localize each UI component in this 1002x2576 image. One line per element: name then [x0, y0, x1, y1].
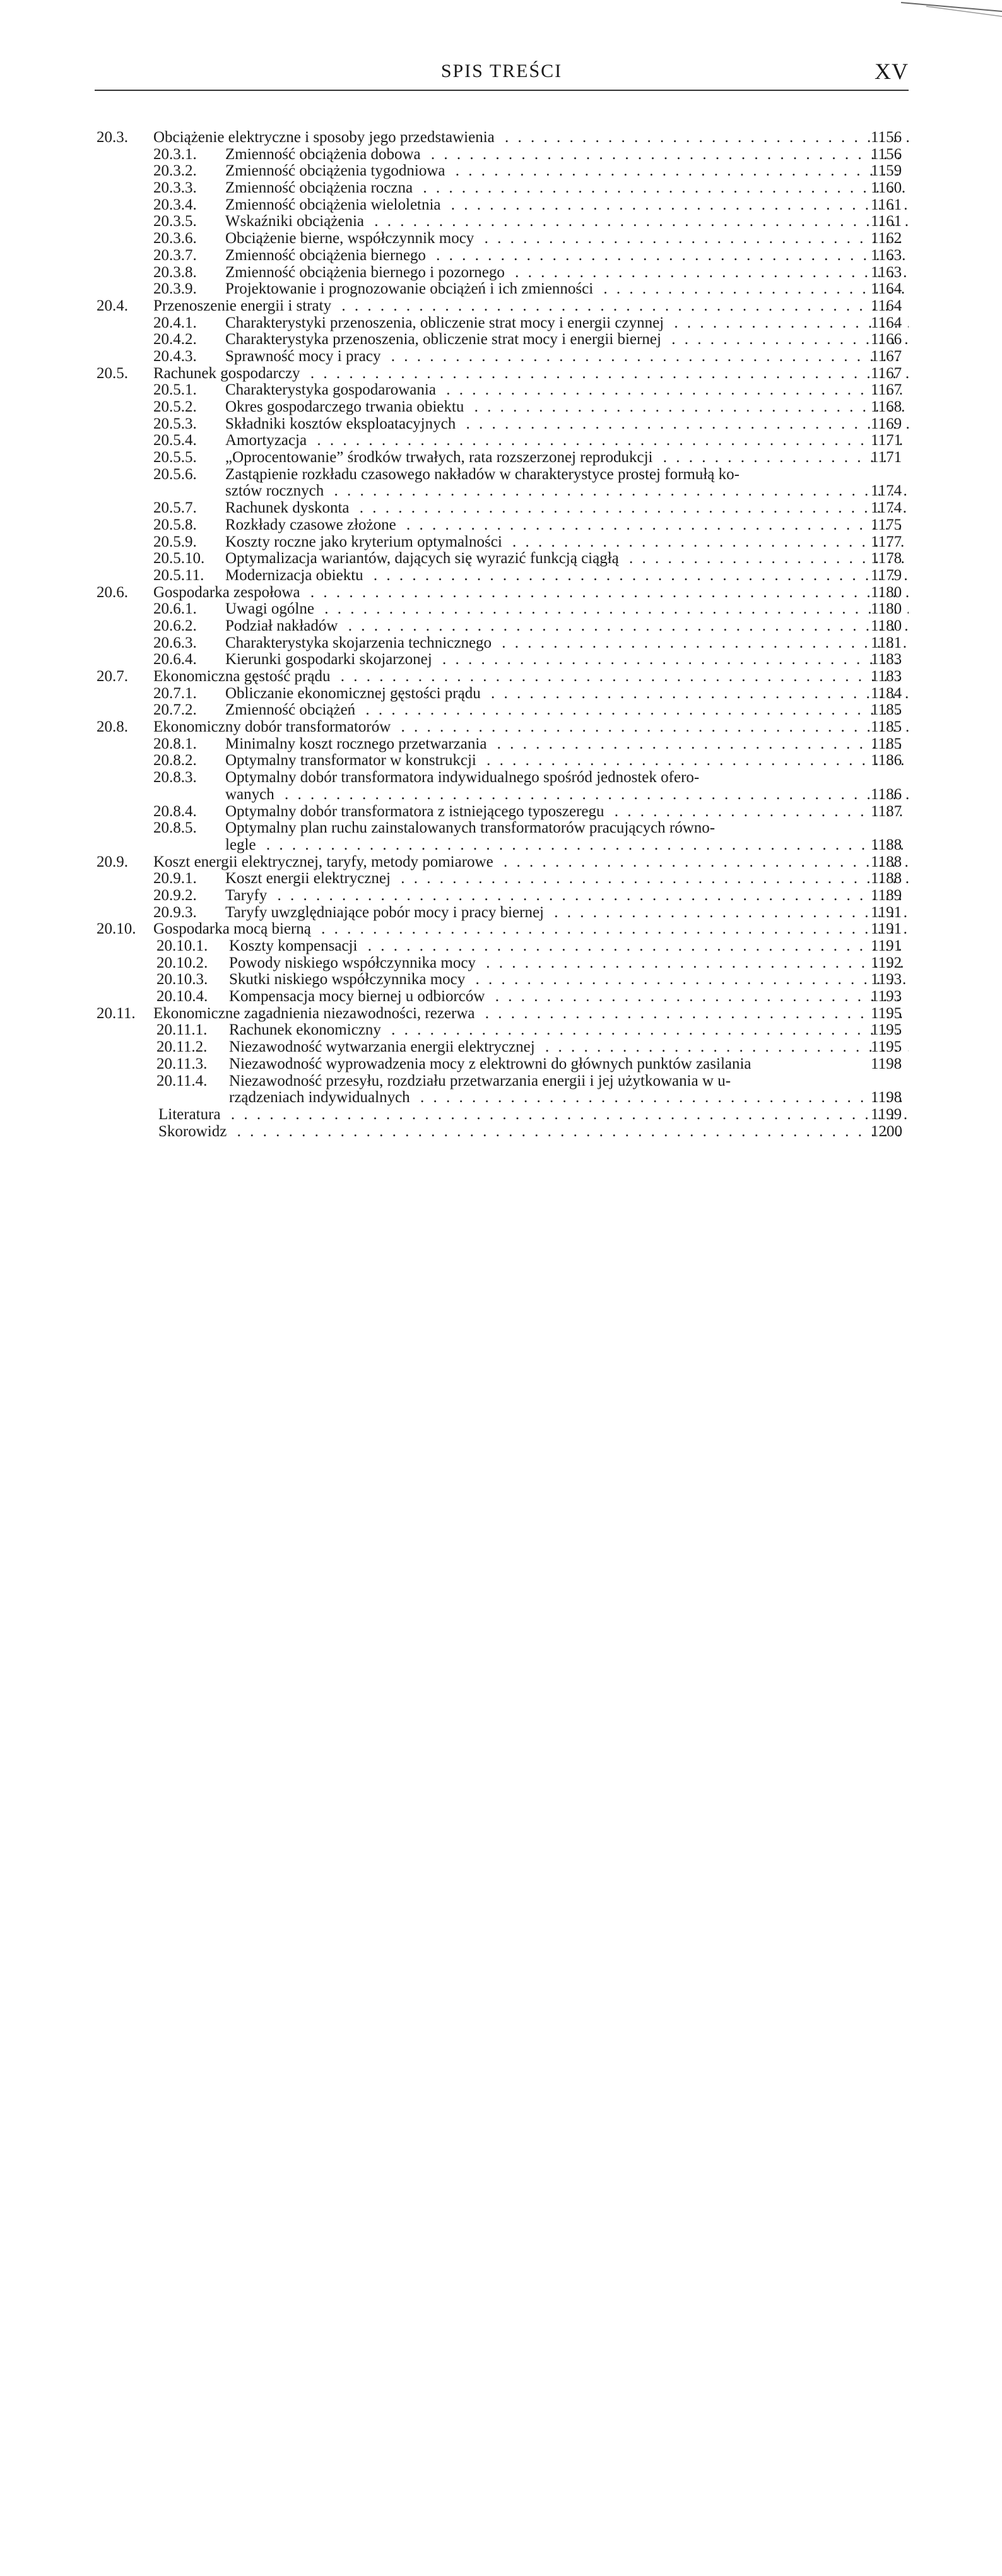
toc-entry-title-text: Literatura [158, 1107, 225, 1123]
toc-entry-title [225, 820, 909, 837]
toc-entry-page: 1185 [871, 735, 902, 752]
toc-entry-number: 20.5.7. [153, 499, 197, 517]
toc-entry-number: 20.5.6. [153, 465, 197, 483]
toc-entry-title [153, 854, 909, 871]
toc-entry-title-text: Optymalny plan ruchu zainstalowanych transformatorów pracujących równo- [225, 820, 719, 836]
toc-entry-number: 20.7.1. [153, 684, 197, 702]
toc-entry-title [225, 449, 909, 466]
toc-entry [0, 686, 1002, 703]
toc-entry [0, 955, 1002, 972]
toc-entry-number: 20.5.5. [153, 449, 197, 466]
toc-entry-title [225, 786, 909, 804]
toc-entry-title [225, 905, 909, 922]
toc-entry [0, 786, 1002, 804]
table-of-contents [0, 129, 1002, 1140]
toc-entry-page: 1167 [871, 364, 902, 382]
toc-entry-number: 20.6.1. [153, 600, 197, 618]
toc-entry-title-text: Charakterystyka gospodarowania [225, 382, 440, 398]
toc-entry [0, 1056, 1002, 1073]
toc-entry-number: 20.4.1. [153, 314, 197, 331]
toc-entry-number: 20.3. [97, 129, 128, 146]
toc-entry [0, 752, 1002, 769]
toc-entry-title [153, 668, 909, 686]
toc-entry [0, 1124, 1002, 1141]
toc-entry-page: 1185 [871, 718, 902, 736]
toc-entry-number: 20.11.2. [156, 1038, 208, 1056]
toc-entry-page: 1167 [871, 347, 902, 365]
toc-entry-title [225, 736, 909, 753]
toc-entry-number: 20.8. [97, 718, 128, 736]
toc-entry-title [153, 585, 909, 602]
toc-entry-title-text: Podział nakładów [225, 618, 341, 634]
toc-entry [0, 247, 1002, 264]
toc-entry-page: 1171 [871, 449, 902, 466]
toc-entry-title [225, 315, 909, 332]
toc-entry-page: 1180 [871, 617, 902, 634]
toc-entry-title [229, 1022, 909, 1039]
toc-entry [0, 837, 1002, 854]
toc-entry-number: 20.5.2. [153, 398, 197, 415]
toc-entry-page: 1199 [871, 1105, 902, 1123]
toc-entry-title [225, 432, 909, 449]
toc-entry-number: 20.9. [97, 853, 128, 870]
toc-entry-title-text: Taryfy uwzględniające pobór mocy i pracy biernej [225, 905, 548, 921]
toc-entry-title-text: Zmienność obciążenia wieloletnia [225, 197, 445, 213]
toc-entry-page: 1191 [871, 937, 902, 954]
toc-entry [0, 365, 1002, 383]
toc-entry-number: 20.11.4. [156, 1072, 208, 1089]
toc-entry-title-text: Minimalny koszt rocznego przetwarzania [225, 736, 490, 752]
toc-entry-number: 20.5.8. [153, 516, 197, 533]
toc-entry-number: 20.5.10. [153, 550, 205, 567]
toc-entry [0, 517, 1002, 534]
toc-entry-title [225, 804, 909, 821]
toc-entry-title-text: sztów rocznych [225, 483, 327, 499]
toc-entry [0, 146, 1002, 163]
toc-entry-page: 1168 [871, 398, 902, 415]
toc-entry-page: 1179 [871, 566, 902, 584]
toc-entry-title [225, 399, 909, 416]
toc-entry [0, 585, 1002, 602]
toc-entry-page: 1159 [871, 162, 902, 180]
toc-entry-title [225, 230, 909, 247]
toc-entry-title [229, 938, 909, 955]
toc-entry-number: 20.3.6. [153, 230, 197, 247]
toc-entry-title [225, 146, 909, 163]
toc-entry-number: 20.5.3. [153, 415, 197, 432]
toc-entry-title-text: Zmienność obciążenia biernego [225, 247, 430, 264]
toc-entry [0, 651, 1002, 668]
toc-entry-page: 1183 [871, 651, 902, 668]
toc-entry-page: 1186 [871, 785, 902, 803]
toc-entry-number: 20.8.5. [153, 819, 197, 837]
toc-entry-page: 1192 [871, 954, 902, 971]
toc-entry [0, 1022, 1002, 1039]
toc-entry-number: 20.9.1. [153, 870, 197, 887]
toc-entry [0, 534, 1002, 551]
toc-entry-number: 20.4.2. [153, 331, 197, 348]
toc-entry-number: 20.10.1. [156, 937, 208, 954]
toc-entry [0, 870, 1002, 887]
toc-entry-title [229, 1056, 909, 1073]
toc-entry-title-text: Koszty roczne jako kryterium optymalności [225, 534, 506, 550]
toc-entry [0, 804, 1002, 821]
toc-entry [0, 382, 1002, 399]
toc-entry-page: 1162 [871, 230, 902, 247]
toc-entry-page: 1200 [871, 1122, 902, 1140]
toc-entry-number: 20.7.2. [153, 701, 197, 719]
toc-entry-title [229, 988, 909, 1006]
toc-entry-title [229, 1073, 909, 1090]
toc-entry-title-text: Okres gospodarczego trwania obiektu [225, 399, 468, 415]
toc-entry [0, 736, 1002, 753]
toc-entry-title-text: Zmienność obciążeń [225, 702, 359, 718]
toc-entry-title [225, 567, 909, 585]
toc-entry-number: 20.3.4. [153, 196, 197, 213]
toc-entry [0, 719, 1002, 736]
toc-entry-page: 1188 [871, 853, 902, 870]
toc-entry-title-text: Optymalny dobór transformatora indywidualnego spośród jednostek ofero- [225, 769, 703, 786]
toc-entry-number: 20.8.2. [153, 752, 197, 769]
toc-entry [0, 769, 1002, 786]
toc-entry [0, 197, 1002, 214]
toc-entry-title-text: Ekonomiczny dobór transformatorów [153, 719, 394, 735]
toc-entry-title-text: Obciążenie elektryczne i sposoby jego przedstawienia [153, 129, 498, 146]
toc-entry [0, 230, 1002, 247]
toc-entry [0, 702, 1002, 719]
toc-entry-page: 1178 [871, 550, 902, 567]
toc-entry [0, 180, 1002, 197]
toc-entry-page: 1191 [871, 920, 902, 938]
toc-entry-title [225, 466, 909, 484]
toc-entry-page: 1191 [871, 903, 902, 921]
toc-entry-title [225, 686, 909, 703]
toc-entry-title-text: Przenoszenie energii i straty [153, 298, 335, 314]
toc-entry-title [158, 1124, 909, 1141]
toc-entry-page: 1195 [871, 1038, 902, 1056]
toc-entry [0, 466, 1002, 484]
toc-entry-title-text: Zastąpienie rozkładu czasowego nakładów w charakterystyce prostej formułą ko- [225, 466, 743, 483]
toc-entry [0, 635, 1002, 652]
toc-entry-number: 20.10.4. [156, 988, 208, 1006]
toc-entry-title-text: Koszt energii elektrycznej [225, 870, 394, 887]
toc-entry-title-text: Gospodarka zespołowa [153, 585, 304, 601]
toc-entry-title-text: legle [225, 837, 260, 853]
toc-entry-title [225, 870, 909, 887]
toc-entry-title [225, 534, 909, 551]
toc-entry-page: 1161 [871, 213, 902, 230]
toc-entry-page: 1185 [871, 701, 902, 719]
toc-entry-number: 20.3.1. [153, 145, 197, 163]
toc-entry-page: 1177 [871, 533, 902, 550]
toc-entry [0, 399, 1002, 416]
toc-entry-page: 1156 [871, 129, 902, 146]
toc-entry-page: 1195 [871, 1021, 902, 1039]
toc-entry-number: 20.3.2. [153, 162, 197, 180]
toc-entry-page: 1198 [871, 1089, 902, 1107]
toc-entry-page: 1188 [871, 870, 902, 887]
toc-entry-page: 1163 [871, 263, 902, 281]
toc-entry-page: 1164 [871, 280, 902, 298]
toc-entry-title [153, 129, 909, 146]
toc-entry-title-text: Skutki niskiego współczynnika mocy [229, 971, 469, 988]
toc-entry-number: 20.5.9. [153, 533, 197, 550]
toc-entry [0, 820, 1002, 837]
toc-entry-title [225, 635, 909, 652]
toc-entry [0, 567, 1002, 585]
toc-entry-title [225, 702, 909, 719]
toc-entry-title-text: Amortyzacja [225, 432, 310, 449]
toc-entry-number: 20.8.4. [153, 802, 197, 820]
toc-entry-number: 20.10. [97, 920, 136, 938]
toc-entry-page: 1189 [871, 886, 902, 904]
toc-entry-title-text: Obciążenie bierne, współczynnik mocy [225, 230, 478, 247]
toc-entry-title-text: Zmienność obciążenia biernego i pozornego [225, 264, 509, 281]
toc-entry-page: 1164 [871, 314, 902, 331]
toc-entry-title [225, 382, 909, 399]
toc-entry-title-text: Sprawność mocy i pracy [225, 348, 384, 365]
toc-entry [0, 163, 1002, 180]
toc-entry-number: 20.4. [97, 297, 128, 314]
toc-entry-title [158, 1107, 909, 1124]
toc-entry-title-text: Niezawodność przesyłu, rozdziału przetwarzania energii i jej użytkowania w u- [229, 1073, 734, 1089]
toc-entry-title-text: Taryfy [225, 887, 271, 904]
toc-entry-number: 20.11.1. [156, 1021, 208, 1039]
page-number: XV [875, 59, 909, 84]
toc-entry-title-text: Gospodarka mocą bierną [153, 921, 315, 937]
toc-entry-title [153, 921, 909, 938]
toc-entry [0, 1089, 1002, 1107]
toc-entry-page: 1174 [871, 482, 902, 500]
toc-entry-page: 1174 [871, 499, 902, 517]
toc-entry-number: 20.7. [97, 668, 128, 685]
toc-entry-title-text: Obliczanie ekonomicznej gęstości prądu [225, 686, 485, 702]
toc-entry-number: 20.10.3. [156, 971, 208, 988]
toc-entry-title-text: Optymalny dobór transformatora z istniejącego typoszeregu [225, 804, 608, 820]
toc-entry-number: 20.5.4. [153, 432, 197, 449]
toc-entry-title-text: Wskaźniki obciążenia [225, 213, 368, 230]
toc-entry-title [225, 348, 909, 365]
toc-entry-number: 20.3.5. [153, 213, 197, 230]
toc-entry-title [225, 281, 909, 298]
toc-entry-title-text: Kompensacja mocy biernej u odbiorców [229, 988, 488, 1005]
toc-entry-number: 20.3.9. [153, 280, 197, 298]
toc-entry-title [225, 517, 909, 534]
toc-entry-title-text: Rachunek ekonomiczny [229, 1022, 385, 1038]
toc-entry [0, 938, 1002, 955]
toc-entry-page: 1180 [871, 600, 902, 618]
toc-entry-page: 1169 [871, 415, 902, 432]
toc-entry-title-text: Ekonomiczna gęstość prądu [153, 668, 334, 685]
toc-entry-number: 20.6.2. [153, 617, 197, 634]
toc-entry [0, 601, 1002, 618]
toc-entry-title-text: Charakterystyki przenoszenia, obliczenie strat mocy i energii czynnej [225, 315, 668, 331]
toc-entry-title [225, 247, 909, 264]
toc-entry [0, 298, 1002, 315]
toc-entry-title [225, 601, 909, 618]
toc-entry-number: 20.3.3. [153, 179, 197, 197]
toc-entry [0, 416, 1002, 433]
toc-entry-title-text: rządzeniach indywidualnych [229, 1089, 414, 1106]
toc-entry-title [225, 483, 909, 500]
toc-entry-title [225, 180, 909, 197]
toc-entry-title [225, 416, 909, 433]
toc-entry [0, 449, 1002, 466]
toc-entry-title-text: Optymalizacja wariantów, dających się wyrazić funkcją ciągłą [225, 550, 623, 567]
toc-entry-title [225, 500, 909, 517]
toc-entry-title [225, 264, 909, 282]
toc-entry [0, 905, 1002, 922]
toc-entry [0, 315, 1002, 332]
toc-entry-number: 20.3.8. [153, 263, 197, 281]
header-rule [95, 90, 909, 91]
toc-entry-title [225, 331, 909, 348]
toc-entry [0, 1073, 1002, 1090]
toc-entry-title-text: Zmienność obciążenia dobowa [225, 146, 425, 163]
toc-entry-page: 1175 [871, 516, 902, 533]
toc-entry-number: 20.4.3. [153, 347, 197, 365]
toc-entry-number: 20.6. [97, 583, 128, 601]
toc-entry-title-text: Składniki kosztów eksploatacyjnych [225, 416, 459, 432]
running-title: SPIS TREŚCI [440, 61, 563, 81]
toc-entry [0, 971, 1002, 988]
toc-entry-title [229, 955, 909, 972]
toc-entry [0, 213, 1002, 230]
toc-entry-title [153, 298, 909, 315]
toc-entry [0, 1107, 1002, 1124]
toc-entry-title [225, 213, 909, 230]
toc-entry [0, 550, 1002, 567]
toc-entry-title [225, 618, 909, 635]
toc-entry [0, 1006, 1002, 1023]
toc-entry-title-text: Rachunek dyskonta [225, 500, 353, 516]
toc-entry-title-text: Modernizacja obiektu [225, 567, 367, 584]
scan-edge-mark [888, 0, 1002, 19]
toc-entry-title [225, 769, 909, 786]
toc-entry-title-text: „Oprocentowanie” środków trwałych, rata rozszerzonej reprodukcji [225, 449, 656, 466]
toc-entry [0, 348, 1002, 365]
toc-entry-title [229, 1089, 909, 1107]
toc-entry-title-text: Rachunek gospodarczy [153, 365, 304, 382]
toc-entry [0, 483, 1002, 500]
toc-entry-number: 20.11.3. [156, 1055, 208, 1072]
toc-entry-number: 20.9.2. [153, 886, 197, 904]
toc-entry-title [153, 719, 909, 736]
toc-entry-title-text: Projektowanie i prognozowanie obciążeń i ich zmienności [225, 281, 597, 297]
toc-entry-title-text: Zmienność obciążenia tygodniowa [225, 163, 449, 179]
toc-entry-title-text: Niezawodność wytwarzania energii elektrycznej [229, 1039, 539, 1055]
toc-entry-number: 20.5.1. [153, 381, 197, 399]
toc-entry-title [225, 197, 909, 214]
toc-entry-page: 1184 [871, 684, 902, 702]
toc-entry-page: 1156 [871, 145, 902, 163]
toc-entry-number: 20.8.1. [153, 735, 197, 752]
toc-entry-page: 1183 [871, 668, 902, 685]
toc-entry-title [225, 837, 909, 854]
toc-entry [0, 500, 1002, 517]
toc-entry-title-text: Charakterystyka skojarzenia technicznego [225, 635, 495, 651]
toc-entry-title-text: wanych [225, 786, 278, 803]
toc-entry-title [229, 971, 909, 988]
toc-entry-title-text: Koszt energii elektrycznej, taryfy, metody pomiarowe [153, 854, 497, 870]
toc-entry-page: 1188 [871, 836, 902, 853]
toc-entry-number: 20.5.11. [153, 566, 204, 584]
toc-entry [0, 1039, 1002, 1056]
toc-entry-page: 1180 [871, 583, 902, 601]
toc-entry-title-text: Rozkłady czasowe złożone [225, 517, 400, 533]
toc-entry-number: 20.11. [97, 1004, 136, 1022]
toc-entry [0, 887, 1002, 905]
toc-entry-number: 20.5. [97, 364, 128, 382]
toc-entry-title-text: Uwagi ogólne [225, 601, 318, 617]
toc-entry-number: 20.6.4. [153, 651, 197, 668]
toc-entry [0, 129, 1002, 146]
toc-entry-number: 20.10.2. [156, 954, 208, 971]
toc-entry-page: 1164 [871, 297, 902, 314]
toc-entry-title [153, 1006, 909, 1023]
toc-entry-title-text: Koszty kompensacji [229, 938, 361, 954]
toc-entry-page: 1193 [871, 988, 902, 1006]
toc-entry-page: 1166 [871, 331, 902, 348]
toc-entry-page: 1181 [871, 634, 902, 651]
toc-entry-title-text: Charakterystyka przenoszenia, obliczenie strat mocy i energii biernej [225, 331, 665, 348]
toc-entry [0, 281, 1002, 298]
toc-entry-page: 1198 [871, 1055, 902, 1072]
toc-entry [0, 432, 1002, 449]
toc-entry-title [225, 550, 909, 567]
toc-entry-page: 1193 [871, 971, 902, 988]
page-header [95, 61, 909, 88]
toc-entry-page: 1195 [871, 1004, 902, 1022]
toc-entry-page: 1187 [871, 802, 902, 820]
toc-entry-title-text: Niezawodność wyprowadzenia mocy z elektrowni do głównych punktów zasilania [229, 1056, 755, 1072]
toc-entry-title-text: Powody niskiego współczynnika mocy [229, 955, 480, 971]
toc-entry-title-text: Ekonomiczne zagadnienia niezawodności, rezerwa [153, 1006, 478, 1022]
toc-entry-number: 20.6.3. [153, 634, 197, 651]
toc-entry-title [225, 752, 909, 769]
toc-entry-page: 1186 [871, 752, 902, 769]
toc-entry-title-text: Kierunki gospodarki skojarzonej [225, 651, 436, 668]
toc-entry-page: 1161 [871, 196, 902, 213]
toc-entry-number: 20.3.7. [153, 246, 197, 264]
toc-entry [0, 854, 1002, 871]
toc-entry-title [153, 365, 909, 383]
toc-entry-title-text: Zmienność obciążenia roczna [225, 180, 416, 196]
toc-entry-page: 1167 [871, 381, 902, 399]
toc-entry [0, 921, 1002, 938]
toc-entry-number: 20.9.3. [153, 903, 197, 921]
toc-entry-title [229, 1039, 909, 1056]
toc-entry [0, 264, 1002, 282]
toc-entry [0, 618, 1002, 635]
toc-entry-number: 20.8.3. [153, 769, 197, 786]
toc-entry-title [225, 651, 909, 668]
toc-entry-page: 1171 [871, 432, 902, 449]
toc-entry-page: 1163 [871, 246, 902, 264]
toc-entry-title [225, 163, 909, 180]
toc-entry [0, 988, 1002, 1006]
toc-entry [0, 668, 1002, 686]
toc-entry-title-text: Skorowidz [158, 1124, 230, 1140]
toc-entry [0, 331, 1002, 348]
toc-entry-title [225, 887, 909, 905]
toc-entry-title-text: Optymalny transformator w konstrukcji [225, 752, 480, 769]
toc-entry-page: 1160 [871, 179, 902, 197]
